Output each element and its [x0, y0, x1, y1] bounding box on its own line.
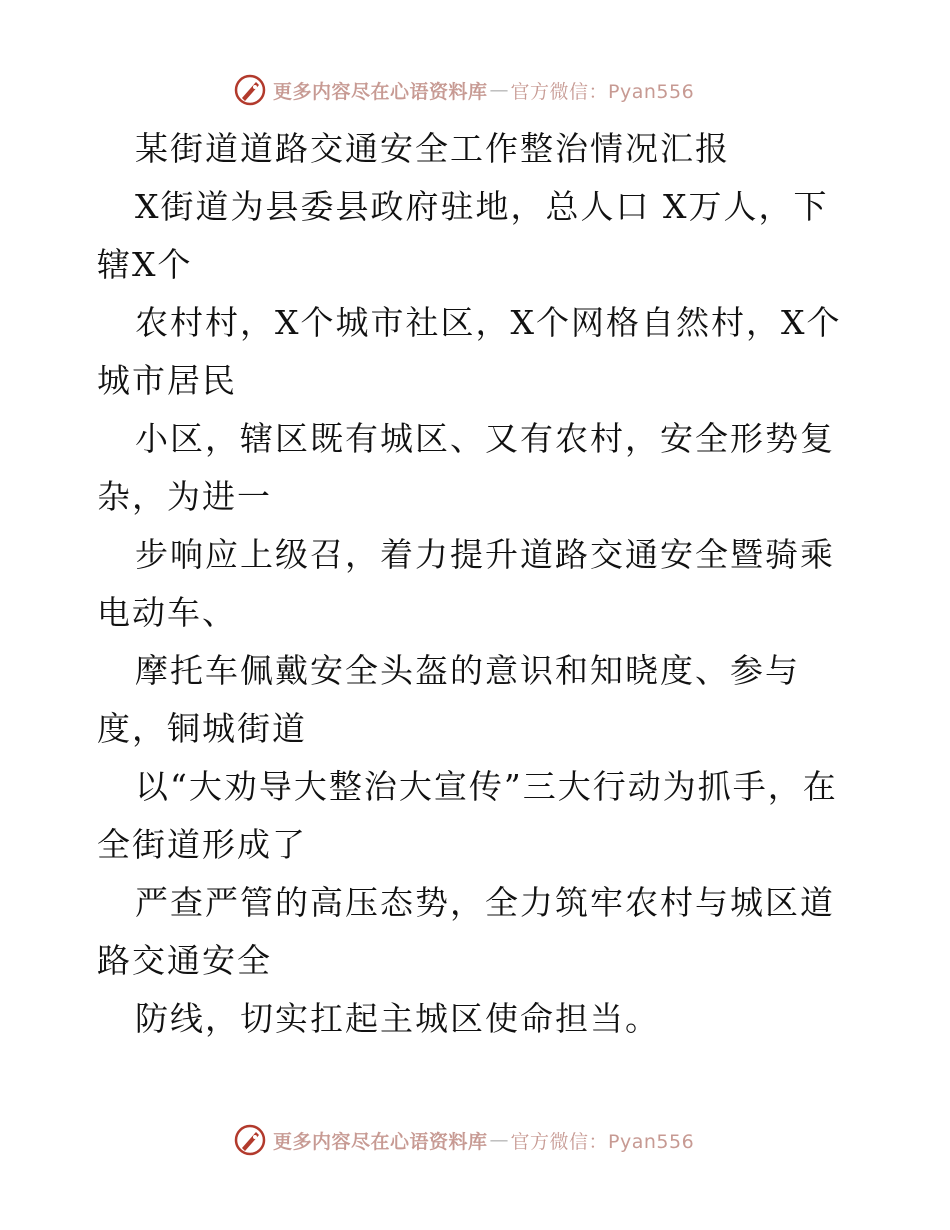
paragraph: 严查严管的高压态势，全力筑牢农村与城区道路交通安全: [97, 883, 835, 980]
paragraph: 小区，辖区既有城区、又有农村，安全形势复杂，为进一: [97, 419, 835, 516]
paragraph: 摩托车佩戴安全头盔的意识和知晓度、参与度，铜城街道: [97, 651, 800, 748]
watermark-contact: 官方微信：Pyan556: [510, 80, 695, 103]
watermark-text: 更多内容尽在心语资料库: [273, 80, 488, 103]
paragraph: 步响应上级召，着力提升道路交通安全暨骑乘电动车、: [97, 535, 835, 632]
document-title: 某街道道路交通安全工作整治情况汇报: [135, 129, 730, 168]
paragraph: X街道为县委县政府驻地，总人口 X万人，下辖X个: [97, 187, 829, 284]
watermark-text: 更多内容尽在心语资料库: [273, 1130, 488, 1153]
watermark-contact: 官方微信：Pyan556: [510, 1130, 695, 1153]
watermark-separator: —: [489, 79, 509, 101]
paragraph: 农村村，X个城市社区，X个网格自然村，X个城市居民: [97, 303, 842, 400]
watermark-footer: [233, 1122, 694, 1158]
document-body: [97, 120, 857, 1048]
pen-logo-icon: [233, 73, 267, 107]
paragraph: 以“大劝导大整治大宣传”三大行动为抓手，在全街道形成了: [97, 767, 838, 864]
watermark-separator: —: [489, 1129, 509, 1151]
pen-logo-icon: [233, 1123, 267, 1157]
watermark-header: [233, 72, 694, 108]
paragraph: 防线，切实扛起主城区使命担当。: [135, 999, 660, 1038]
